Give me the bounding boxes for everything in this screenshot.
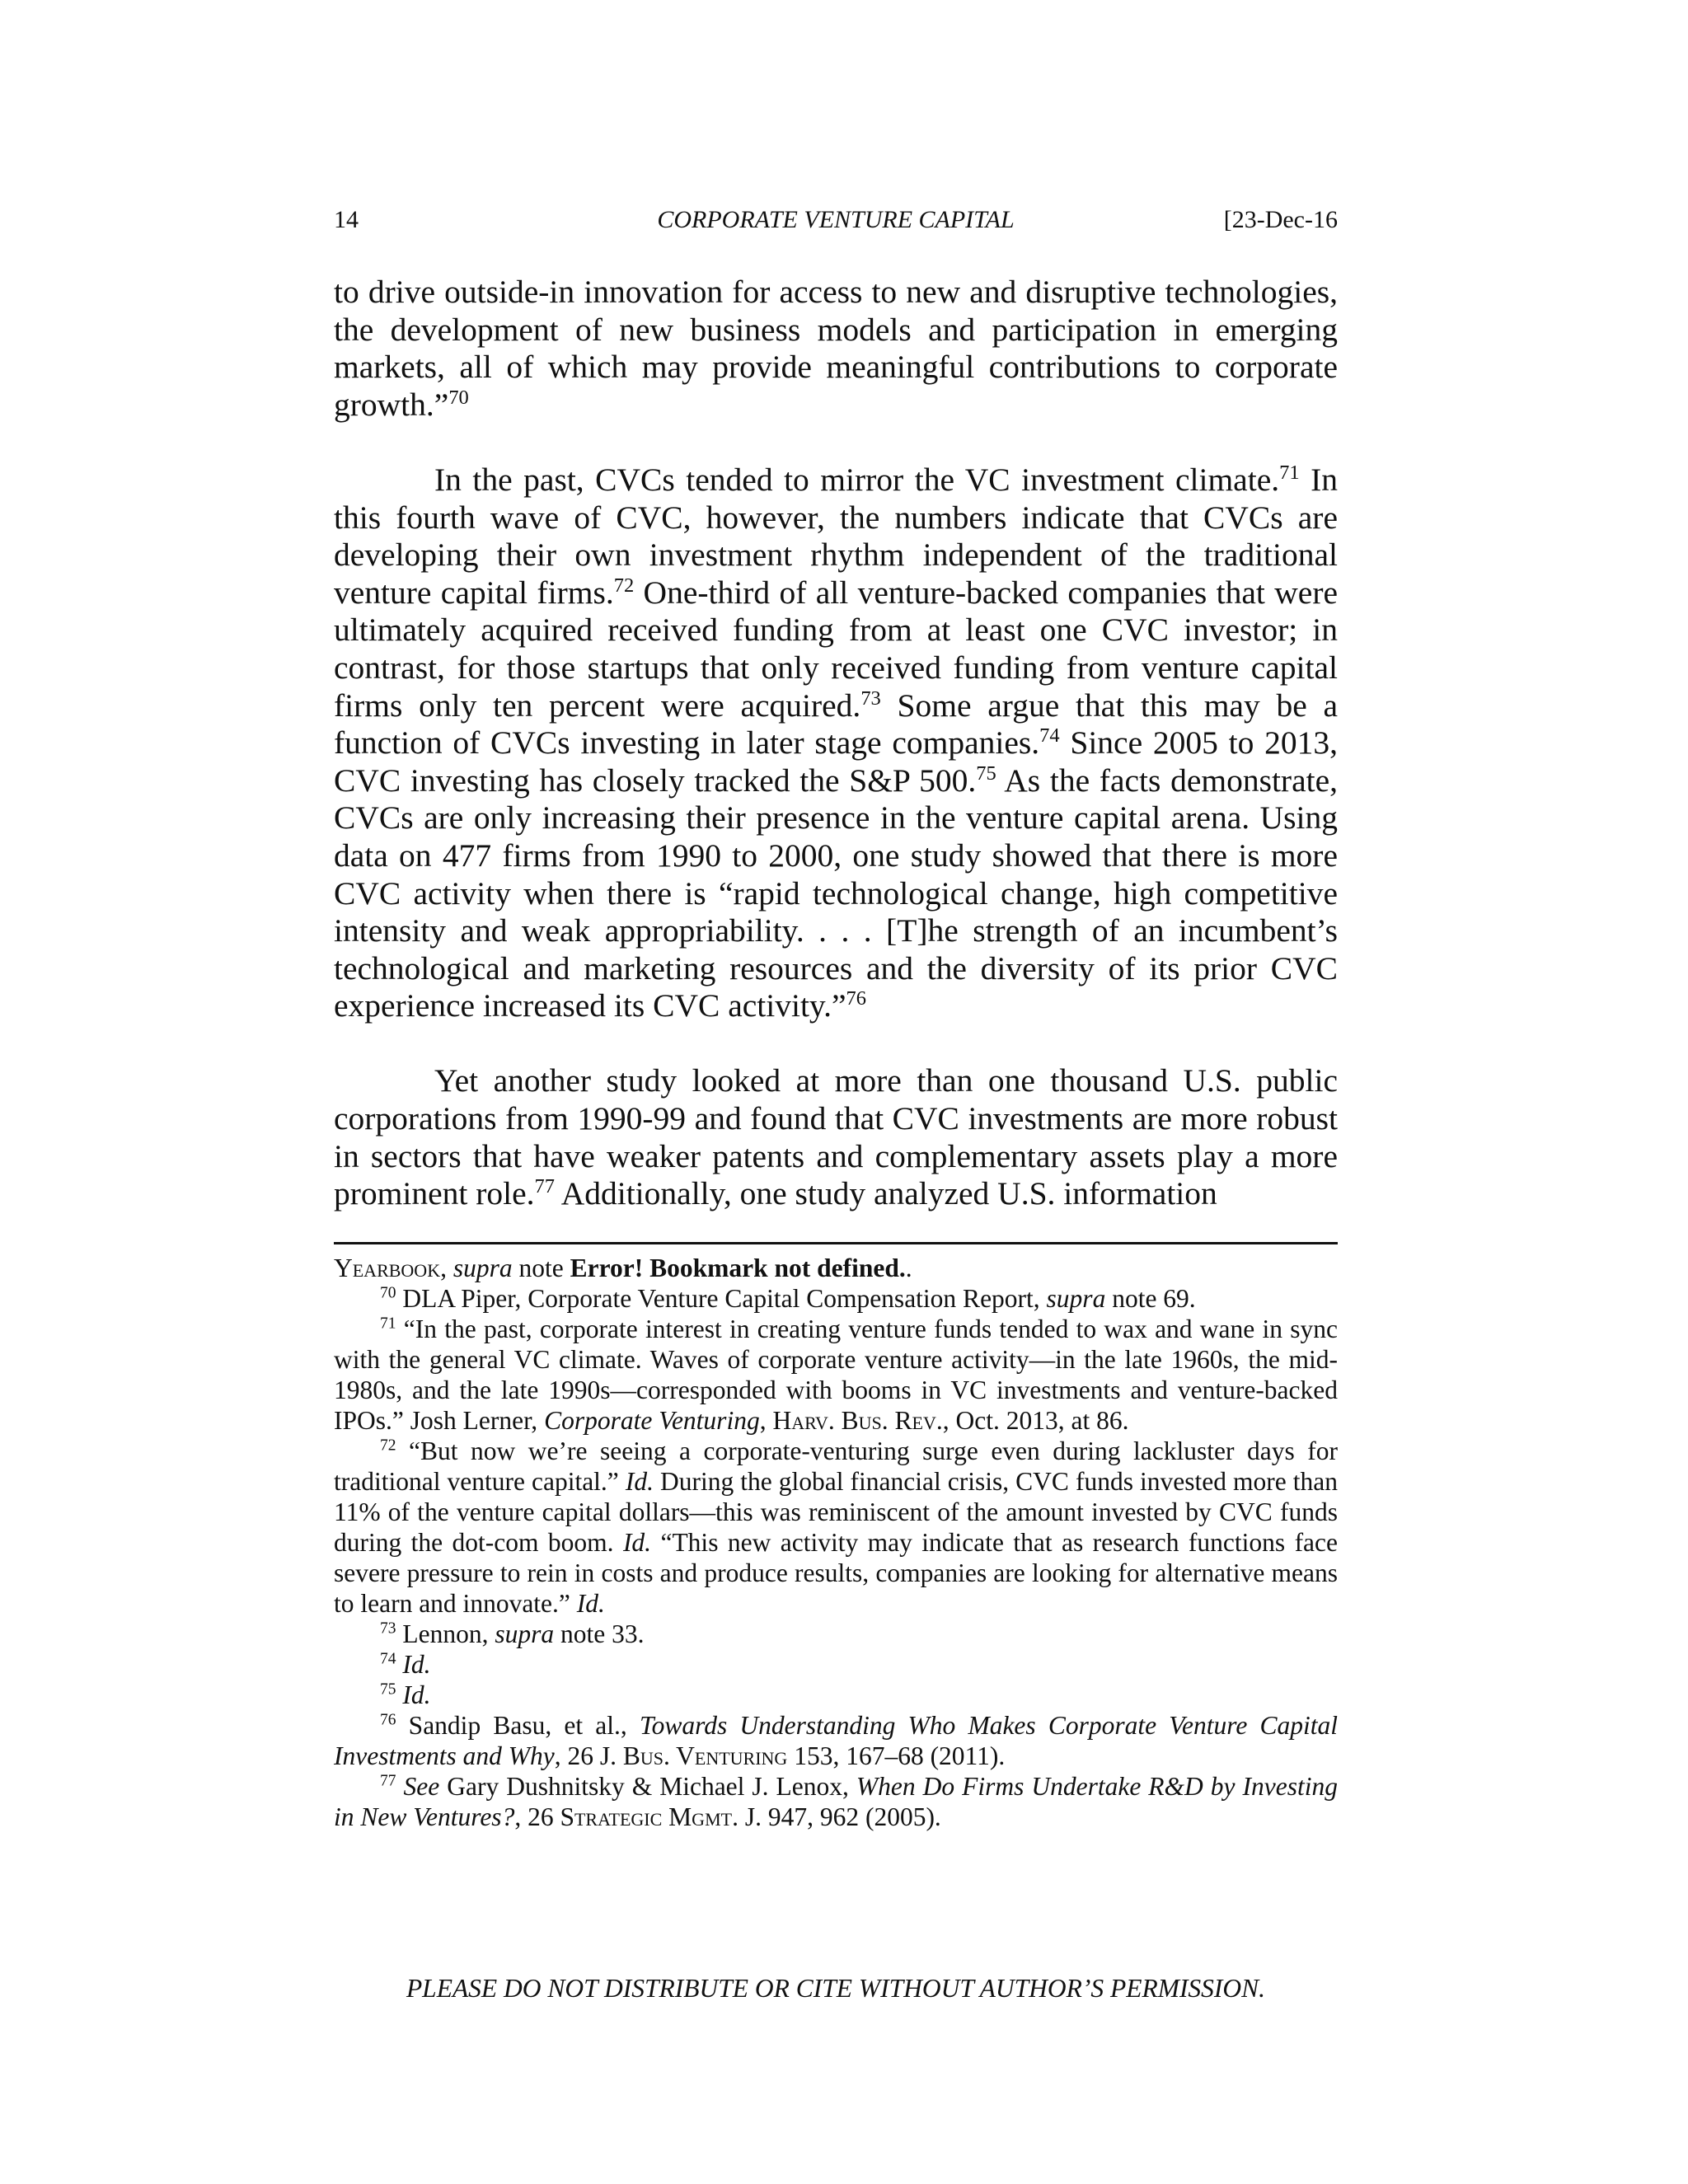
signal-id: Id. [402, 1680, 431, 1709]
signal-id: Id. [625, 1467, 654, 1496]
footnote-76 [334, 1710, 1338, 1771]
signal-id: Id. [576, 1589, 605, 1618]
journal-name: Harv. Bus. Rev. [772, 1406, 943, 1435]
footnote-number: 71 [380, 1315, 396, 1333]
paragraph-3-sentence: Additionally, one study analyzed U.S. information [555, 1175, 1217, 1212]
footnote-number: 77 [380, 1772, 396, 1790]
signal-id: Id. [622, 1528, 652, 1557]
signal-id: Id. [402, 1650, 431, 1679]
footnote-text: , Oct. 2013, at 86. [942, 1406, 1129, 1435]
paragraph-1 [334, 274, 1338, 424]
footnote-text: note [512, 1254, 570, 1282]
footnote-ref-71: 71 [1279, 461, 1300, 484]
distribution-notice: PLEASE DO NOT DISTRIBUTE OR CITE WITHOUT AUTHOR’S PERMISSION. [406, 1974, 1266, 2003]
footnote-text: , 26 [514, 1802, 560, 1831]
footnote-ref-76: 76 [846, 987, 866, 1010]
journal-name: J. Bus. Venturing [599, 1741, 788, 1770]
paragraph-2-sentence: One-third of all venture-backed companies that were ultimately acquired received funding from at least one CVC investor; in contrast, for those startups that only received funding from venture capital firms only ten percent were acquired. [334, 574, 1339, 724]
footnote-71 [334, 1314, 1338, 1436]
footnote-text: , [440, 1254, 453, 1282]
footnote-text: . [905, 1254, 912, 1282]
paragraph-3 [334, 1062, 1338, 1212]
footnote-text: During the global financial crisis, CVC funds invested more than 11% of the venture capital dollars—this was reminiscent of the amount invested by CVC funds during the dot-com boom. [334, 1467, 1338, 1557]
footnote-74 [334, 1649, 1338, 1680]
footnote-text: Sandip Basu, et al., [396, 1711, 640, 1740]
footnote-text: “This new activity may indicate that as research functions face severe pressure to rein in costs and produce results, companies are looking for alternative means to learn and innovate.” [334, 1528, 1338, 1618]
footnote-text: 947, 962 (2005). [761, 1802, 941, 1831]
cited-title: Towards Understanding Who Makes Corporate Venture Capital Investments and Why [334, 1711, 1339, 1770]
page-header [334, 203, 1338, 237]
footnote-73 [334, 1619, 1338, 1649]
footnote-72 [334, 1436, 1338, 1619]
footnote-ref-75: 75 [976, 762, 996, 785]
paragraph-3-sentence: Yet another study looked at more than one thousand U.S. public corporations from 1990-99 and found that CVC investments are more robust in sectors that have weaker patents and complementary assets play a more prominent role. [334, 1062, 1338, 1212]
footnote-text: , 26 [554, 1741, 600, 1770]
footnote-ref-73: 73 [860, 687, 881, 710]
cited-title: Corporate Venturing [544, 1406, 760, 1435]
footnote-number: 70 [380, 1284, 396, 1302]
footnote-75 [334, 1680, 1338, 1710]
signal-supra: supra [495, 1619, 555, 1648]
paragraph-2 [334, 462, 1338, 1025]
paragraph-2-sentence: As the facts demonstrate, CVCs are only increasing their presence in the venture capital arena. Using data on 477 firms from 1990 to 2000, one study showed that there is more CVC activity when there is “rapid technological change, high competitive intensity and weak appropriability. . . . [T]he strength of an incumbent’s technological and marketing resources and the diversity of its prior CVC experience increased its CVC activity.” [334, 762, 1338, 1024]
paragraph-2-sentence: Since 2005 to 2013, CVC investing has closely tracked the S&P 500. [334, 724, 1338, 799]
running-title: CORPORATE VENTURE CAPITAL [657, 206, 1015, 233]
journal-name: Strategic Mgmt. J. [560, 1802, 762, 1831]
footnote-text: “In the past, corporate interest in creating venture funds tended to wax and wane in sync with the general VC climate. Waves of corporate venture activity—in the late 1960s, the mid-1980s, and the late 1990s—corresponded with booms in VC investments and venture-backed IPOs.” Josh Lerner, [334, 1315, 1338, 1435]
signal-supra: supra [452, 1254, 513, 1282]
footnote-ref-77: 77 [534, 1175, 556, 1198]
footnote-continuation [334, 1253, 1338, 1283]
header-date: [23-Dec-16 [1223, 206, 1338, 233]
footnote-text: DLA Piper, Corporate Venture Capital Compensation Report, [396, 1284, 1047, 1313]
cited-title: When Do Firms Undertake R&D by Investing in New Ventures? [334, 1772, 1338, 1831]
footnote-number: 74 [380, 1650, 396, 1668]
paragraph-2-sentence: In this fourth wave of CVC, however, the numbers indicate that CVCs are developing their own investment rhythm independent of the traditional venture capital firms. [334, 461, 1339, 611]
signal-supra: supra [1046, 1284, 1106, 1313]
footnote-text: Gary Dushnitsky & Michael J. Lenox, [439, 1772, 856, 1801]
footnote-number: 75 [380, 1680, 396, 1699]
footnote-number: 73 [380, 1619, 396, 1638]
signal-see: See [403, 1772, 440, 1801]
footnote-text [396, 1772, 404, 1801]
footnote-text: note 69. [1105, 1284, 1196, 1313]
footnote-text: note 33. [554, 1619, 645, 1648]
footnote-text: Lennon, [396, 1619, 495, 1648]
footnote-text: 153, 167–68 (2011). [787, 1741, 1006, 1770]
footnote-text: , [759, 1406, 773, 1435]
paragraph-2-sentence: In the past, CVCs tended to mirror the VC investment climate. [434, 461, 1280, 498]
bookmark-error-text: Error! Bookmark not defined. [570, 1254, 906, 1282]
source-title: Yearbook [334, 1254, 441, 1282]
footnote-number: 72 [380, 1436, 396, 1455]
body-text [334, 274, 1338, 1213]
page-number: 14 [334, 206, 359, 233]
footnote-text: “But now we’re seeing a corporate-venturing surge even during lackluster days for traditional venture capital.” [334, 1436, 1338, 1496]
footnotes [334, 1253, 1338, 1832]
paragraph-2-sentence: Some argue that this may be a function of CVCs investing in later stage companies. [334, 687, 1338, 762]
footnote-number: 76 [380, 1711, 396, 1729]
footnote-77 [334, 1771, 1338, 1832]
footnote-ref-72: 72 [613, 574, 635, 597]
paragraph-1-text: to drive outside-in innovation for access to new and disruptive technologies, the development of new business models and participation in emerging markets, all of which may provide meaningful contributions to corporate growth.” [334, 274, 1338, 423]
footnote-separator [334, 1242, 1338, 1244]
footnote-ref-70: 70 [448, 386, 469, 409]
footnote-70 [334, 1283, 1338, 1314]
footnote-ref-74: 74 [1039, 724, 1060, 747]
